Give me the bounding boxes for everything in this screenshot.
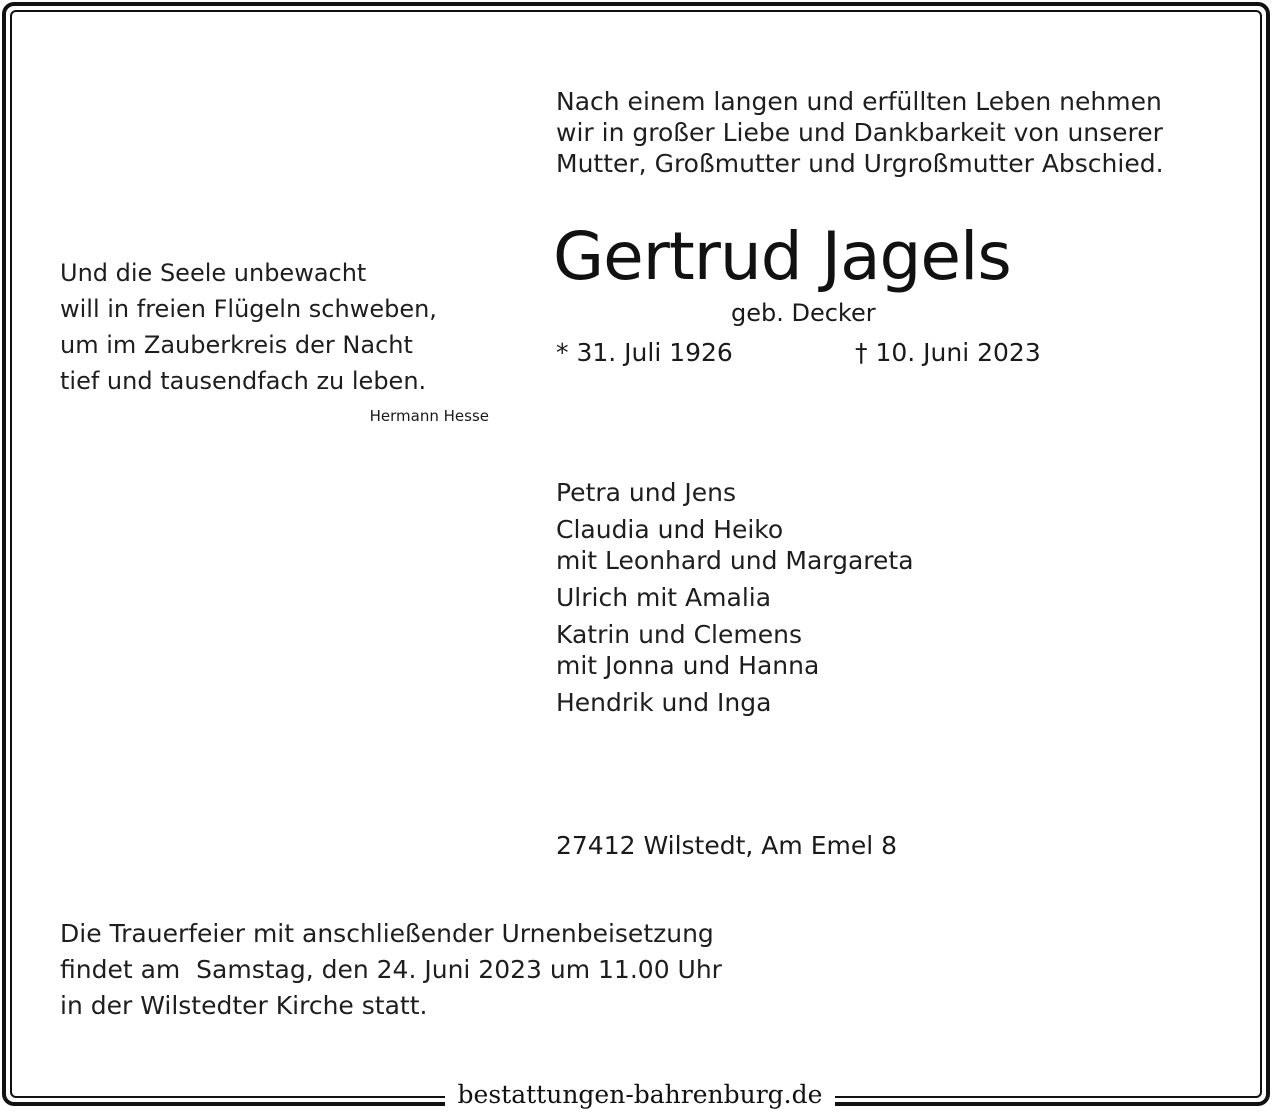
poem-author: Hermann Hesse	[369, 407, 489, 425]
family-address: 27412 Wilstedt, Am Emel 8	[556, 831, 898, 860]
intro-line: wir in großer Liebe und Dankbarkeit von unserer	[556, 118, 1163, 147]
death-date: † 10. Juni 2023	[855, 338, 1041, 367]
birth-date: * 31. Juli 1926	[556, 338, 733, 367]
mourner-line: mit Jonna und Hanna	[556, 651, 820, 680]
poem	[60, 255, 500, 399]
mourner-group	[556, 619, 1156, 681]
mourners-list	[556, 477, 1156, 724]
service-line: Die Trauerfeier mit anschließender Urnenbeisetzung	[60, 919, 714, 948]
service-line: in der Wilstedter Kirche statt.	[60, 991, 428, 1020]
mourner-line: Claudia und Heiko	[556, 515, 784, 544]
mourner-group	[556, 582, 1156, 613]
mourner-group	[556, 687, 1156, 718]
mourner-line: Petra und Jens	[556, 478, 737, 507]
poem-line: tief und tausendfach zu leben.	[60, 367, 427, 395]
poem-line: will in freien Flügeln schweben,	[60, 295, 437, 323]
poem-line: Und die Seele unbewacht	[60, 259, 367, 287]
intro-line: Mutter, Großmutter und Urgroßmutter Abschied.	[556, 149, 1164, 178]
deceased-name: Gertrud Jagels	[553, 218, 1011, 295]
mourner-group	[556, 514, 1156, 576]
funeral-service-info	[60, 916, 820, 1024]
mourner-line: Ulrich mit Amalia	[556, 583, 772, 612]
mourner-line: Hendrik und Inga	[556, 688, 772, 717]
maiden-name: geb. Decker	[731, 299, 876, 327]
funeral-home-website[interactable]: bestattungen-bahrenburg.de	[457, 1080, 823, 1109]
poem-line: um im Zauberkreis der Nacht	[60, 331, 413, 359]
mourner-group	[556, 477, 1156, 508]
intro-line: Nach einem langen und erfüllten Leben nehmen	[556, 87, 1162, 116]
service-line: findet am Samstag, den 24. Juni 2023 um 11.00 Uhr	[60, 955, 722, 984]
intro-text	[556, 86, 1256, 179]
mourner-line: Katrin und Clemens	[556, 620, 802, 649]
mourner-line: mit Leonhard und Margareta	[556, 546, 914, 575]
